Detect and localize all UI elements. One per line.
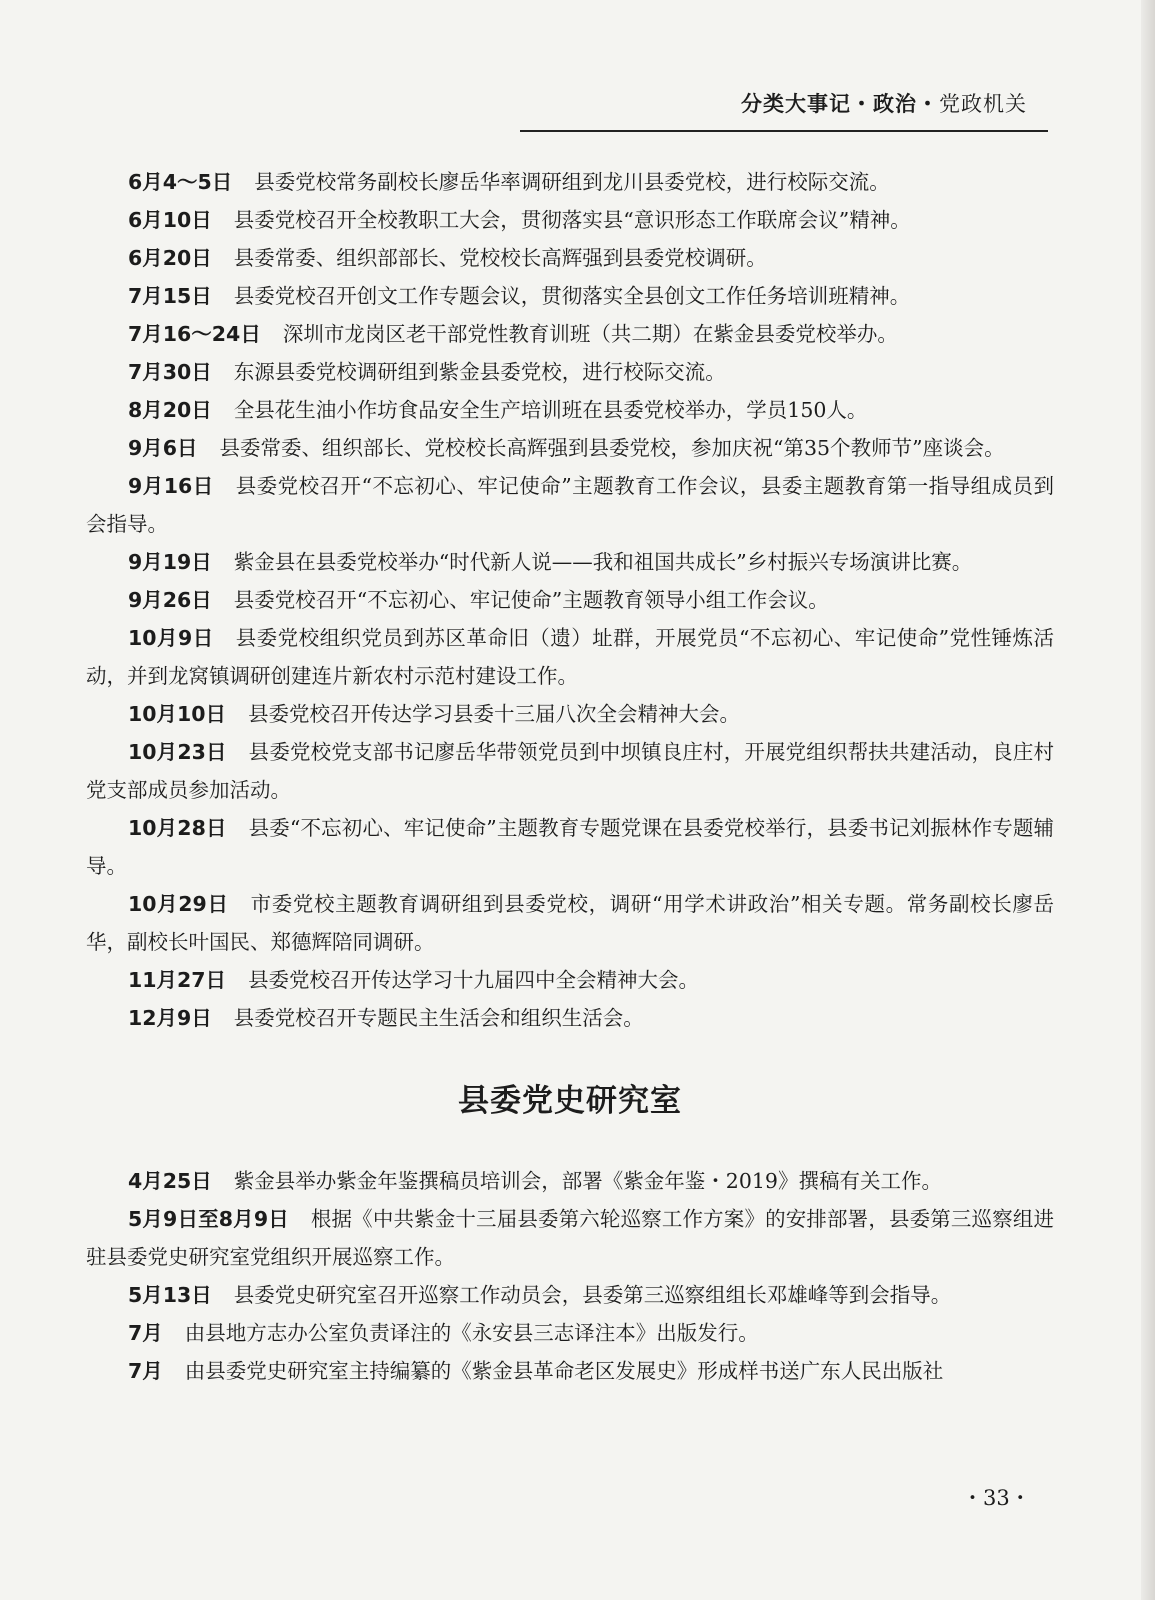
event-date: 9月26日 bbox=[128, 588, 212, 612]
event-entry bbox=[86, 201, 1054, 239]
event-text: 县委党史研究室召开巡察工作动员会，县委第三巡察组组长邓雄峰等到会指导。 bbox=[233, 1283, 952, 1307]
event-entry bbox=[86, 999, 1054, 1037]
section-title: 县委党史研究室 bbox=[458, 1083, 682, 1119]
event-date: 9月6日 bbox=[128, 436, 198, 460]
event-date: 10月10日 bbox=[128, 702, 227, 726]
event-date: 6月10日 bbox=[128, 208, 212, 232]
event-text: 县委党校组织党员到苏区革命旧（遗）址群，开展党员“不忘初心、牢记使命”党性锤炼活动，并到龙窝镇调研创建连片新农村示范村建设工作。 bbox=[86, 626, 1054, 688]
event-text: 县委常委、组织部长、党校校长高辉强到县委党校，参加庆祝“第35个教师节”座谈会。 bbox=[219, 436, 1005, 460]
event-date: 8月20日 bbox=[128, 398, 212, 422]
event-date: 5月13日 bbox=[128, 1283, 212, 1307]
event-text: 由县地方志办公室负责译注的《永安县三志译注本》出版发行。 bbox=[184, 1321, 759, 1345]
party-history-office-events bbox=[86, 1162, 1054, 1390]
event-date: 10月28日 bbox=[128, 816, 227, 840]
event-entry bbox=[86, 581, 1054, 619]
event-date: 4月25日 bbox=[128, 1169, 212, 1193]
event-text: 县委党校召开全校教职工大会，贯彻落实县“意识形态工作联席会议”精神。 bbox=[233, 208, 911, 232]
page-number: ・33・ bbox=[962, 1486, 1031, 1510]
event-entry bbox=[86, 961, 1054, 999]
event-date: 9月16日 bbox=[128, 474, 214, 498]
event-entry bbox=[86, 1314, 1054, 1352]
page-edge bbox=[1141, 0, 1155, 1600]
event-text: 县委党校常务副校长廖岳华率调研组到龙川县委党校，进行校际交流。 bbox=[254, 170, 890, 194]
header-rule bbox=[520, 130, 1048, 132]
party-school-events bbox=[86, 163, 1054, 1037]
event-text: 县委“不忘初心、牢记使命”主题教育专题党课在县委党校举行，县委书记刘振林作专题辅导。 bbox=[86, 816, 1054, 878]
event-entry bbox=[86, 1162, 1054, 1200]
event-text: 东源县委党校调研组到紫金县委党校，进行校际交流。 bbox=[233, 360, 726, 384]
event-text: 深圳市龙岗区老干部党性教育训班（共二期）在紫金县委党校举办。 bbox=[282, 322, 898, 346]
event-entry bbox=[86, 543, 1054, 581]
event-entry bbox=[86, 239, 1054, 277]
event-date: 10月29日 bbox=[128, 892, 229, 916]
event-entry bbox=[86, 1276, 1054, 1314]
event-text: 紫金县在县委党校举办“时代新人说——我和祖国共成长”乡村振兴专场演讲比赛。 bbox=[233, 550, 973, 574]
event-text: 县委党校召开“不忘初心、牢记使命”主题教育领导小组工作会议。 bbox=[233, 588, 829, 612]
event-date: 7月15日 bbox=[128, 284, 212, 308]
event-text: 紫金县举办紫金年鉴撰稿员培训会，部署《紫金年鉴・2019》撰稿有关工作。 bbox=[233, 1169, 942, 1193]
event-date: 10月9日 bbox=[128, 626, 214, 650]
event-entry bbox=[86, 733, 1054, 809]
event-text: 县委党校召开创文工作专题会议，贯彻落实全县创文工作任务培训班精神。 bbox=[233, 284, 911, 308]
event-entry bbox=[86, 885, 1054, 961]
event-entry bbox=[86, 809, 1054, 885]
event-date: 7月 bbox=[128, 1321, 163, 1345]
event-entry bbox=[86, 1352, 1054, 1390]
event-date: 11月27日 bbox=[128, 968, 227, 992]
event-date: 5月9日至8月9日 bbox=[128, 1207, 289, 1231]
event-text: 县委党校召开“不忘初心、牢记使命”主题教育工作会议，县委主题教育第一指导组成员到会指导。 bbox=[86, 474, 1054, 536]
event-entry bbox=[86, 315, 1054, 353]
event-date: 12月9日 bbox=[128, 1006, 212, 1030]
event-entry bbox=[86, 695, 1054, 733]
event-entry bbox=[86, 277, 1054, 315]
event-text: 县委党校召开传达学习十九届四中全会精神大会。 bbox=[248, 968, 700, 992]
header-title: 分类大事记・政治・ bbox=[741, 92, 939, 116]
header-subtitle: 党政机关 bbox=[939, 92, 1027, 116]
event-date: 7月 bbox=[128, 1359, 163, 1383]
event-text: 全县花生油小作坊食品安全生产培训班在县委党校举办，学员150人。 bbox=[233, 398, 868, 422]
event-entry bbox=[86, 619, 1054, 695]
event-text: 市委党校主题教育调研组到县委党校，调研“用学术讲政治”相关专题。常务副校长廖岳华，副校长叶国民、郑德辉陪同调研。 bbox=[86, 892, 1054, 954]
page-content bbox=[86, 163, 1054, 1390]
event-entry bbox=[86, 163, 1054, 201]
event-text: 县委党校党支部书记廖岳华带领党员到中坝镇良庄村，开展党组织帮扶共建活动，良庄村党支部成员参加活动。 bbox=[86, 740, 1054, 802]
event-date: 6月20日 bbox=[128, 246, 212, 270]
event-entry bbox=[86, 467, 1054, 543]
event-text: 由县委党史研究室主持编纂的《紫金县革命老区发展史》形成样书送广东人民出版社 bbox=[184, 1359, 944, 1383]
event-entry bbox=[86, 429, 1054, 467]
event-date: 7月16～24日 bbox=[128, 322, 261, 346]
event-date: 6月4～5日 bbox=[128, 170, 233, 194]
event-entry bbox=[86, 391, 1054, 429]
event-date: 9月19日 bbox=[128, 550, 212, 574]
running-header bbox=[741, 88, 1027, 118]
event-text: 县委党校召开传达学习县委十三届八次全会精神大会。 bbox=[248, 702, 741, 726]
event-entry bbox=[86, 1200, 1054, 1276]
event-text: 根据《中共紫金十三届县委第六轮巡察工作方案》的安排部署，县委第三巡察组进驻县委党史研究室党组织开展巡察工作。 bbox=[86, 1207, 1054, 1269]
event-text: 县委党校召开专题民主生活会和组织生活会。 bbox=[233, 1006, 644, 1030]
event-date: 10月23日 bbox=[128, 740, 227, 764]
event-entry bbox=[86, 353, 1054, 391]
event-text: 县委常委、组织部部长、党校校长高辉强到县委党校调研。 bbox=[233, 246, 767, 270]
event-date: 7月30日 bbox=[128, 360, 212, 384]
